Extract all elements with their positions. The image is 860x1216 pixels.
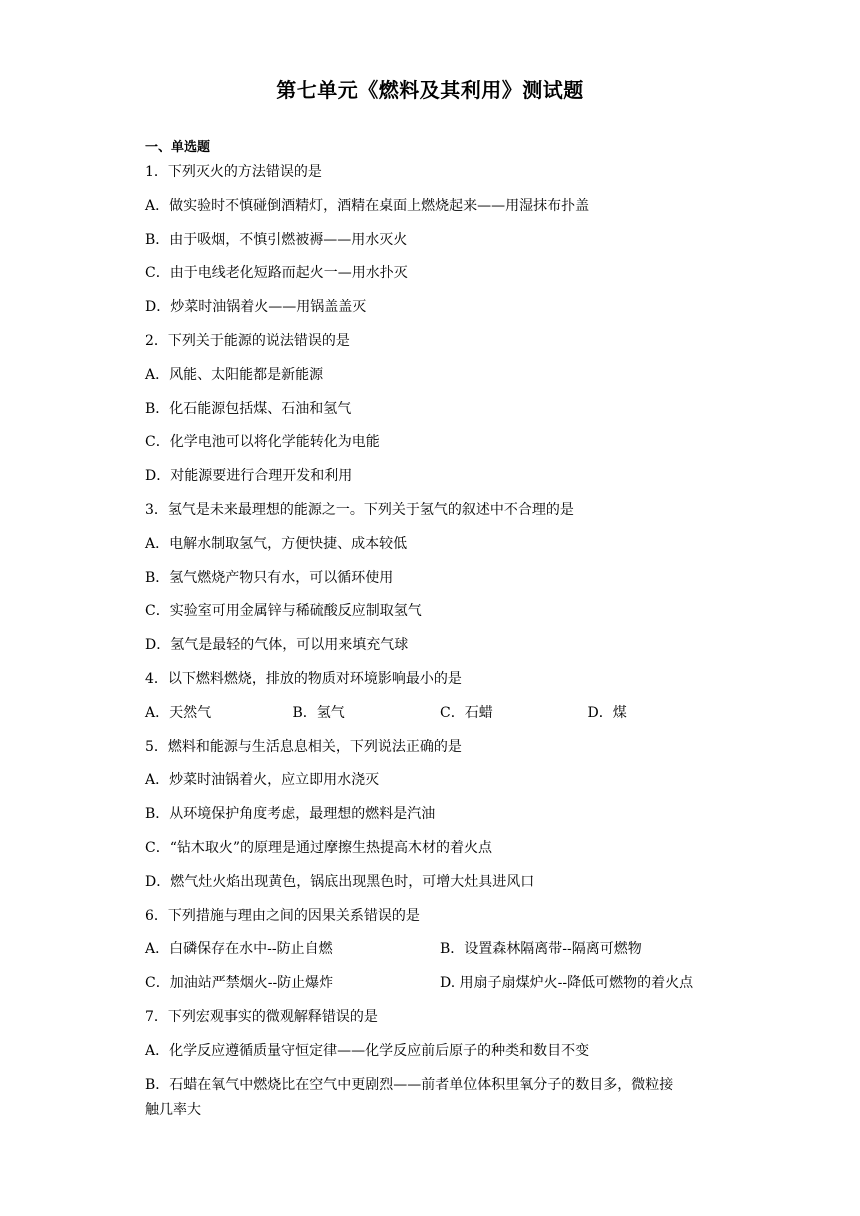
option: C．实验室可用金属锌与稀硫酸反应制取氢气 [145, 603, 422, 620]
option: B．设置森林隔离带--隔离可燃物 [440, 941, 642, 958]
option-continuation: 触几率大 [145, 1101, 201, 1118]
option: D. 用扇子扇煤炉火--降低可燃物的着火点 [440, 975, 694, 992]
question-stem: 2．下列关于能源的说法错误的是 [145, 332, 350, 349]
question-stem: 5．燃料和能源与生活息息相关，下列说法正确的是 [145, 738, 462, 755]
option: A．做实验时不慎碰倒酒精灯，酒精在桌面上燃烧起来——用湿抹布扑盖 [145, 197, 590, 214]
option: B．石蜡在氧气中燃烧比在空气中更剧烈——前者单位体积里氧分子的数目多，微粒接 [145, 1076, 674, 1093]
option: C．加油站严禁烟火--防止爆炸 [145, 975, 334, 992]
option: D．燃气灶火焰出现黄色，锅底出现黑色时，可增大灶具进风口 [145, 873, 535, 890]
option: B．氢气 [292, 704, 345, 721]
question-stem: 7．下列宏观事实的微观解释错误的是 [145, 1008, 378, 1025]
option: B．化石能源包括煤、石油和氢气 [145, 400, 352, 417]
option: B．从环境保护角度考虑，最理想的燃料是汽油 [145, 806, 436, 823]
option: A．炒菜时油锅着火，应立即用水浇灭 [145, 772, 380, 789]
option: C．化学电池可以将化学能转化为电能 [145, 434, 380, 451]
option-row [145, 939, 735, 959]
question-list [145, 162, 735, 1133]
option: D．对能源要进行合理开发和利用 [145, 468, 353, 485]
option-row [145, 703, 735, 723]
question-stem: 1．下列灭火的方法错误的是 [145, 164, 322, 180]
section-heading: 一、单选题 [145, 140, 211, 155]
option: C．“钻木取火”的原理是通过摩擦生热提高木材的着火点 [145, 839, 493, 856]
option: A．风能、太阳能都是新能源 [145, 366, 324, 383]
option: A．电解水制取氢气，方便快捷、成本较低 [145, 535, 408, 552]
option: B．由于吸烟，不慎引燃被褥——用水灭火 [145, 231, 408, 248]
question-stem: 3．氢气是未来最理想的能源之一。下列关于氢气的叙述中不合理的是 [145, 501, 574, 518]
option: D．氢气是最轻的气体，可以用来填充气球 [145, 637, 409, 654]
option: C．由于电线老化短路而起火一—用水扑灭 [145, 265, 408, 282]
option: A．化学反应遵循质量守恒定律——化学反应前后原子的种类和数目不变 [145, 1042, 590, 1059]
question-stem: 6．下列措施与理由之间的因果关系错误的是 [145, 907, 420, 924]
option: C．石蜡 [440, 704, 493, 721]
option: A．天然气 [145, 704, 212, 721]
option: D．炒菜时油锅着火——用锅盖盖灭 [145, 299, 367, 316]
option-row [145, 973, 735, 993]
option: A．白磷保存在水中--防止自燃 [145, 941, 333, 958]
question-stem: 4．以下燃料燃烧，排放的物质对环境影响最小的是 [145, 670, 462, 687]
page-title: 第七单元《燃料及其利用》测试题 [276, 78, 584, 102]
option: B．氢气燃烧产物只有水，可以循环使用 [145, 569, 394, 586]
option: D．煤 [587, 704, 627, 721]
